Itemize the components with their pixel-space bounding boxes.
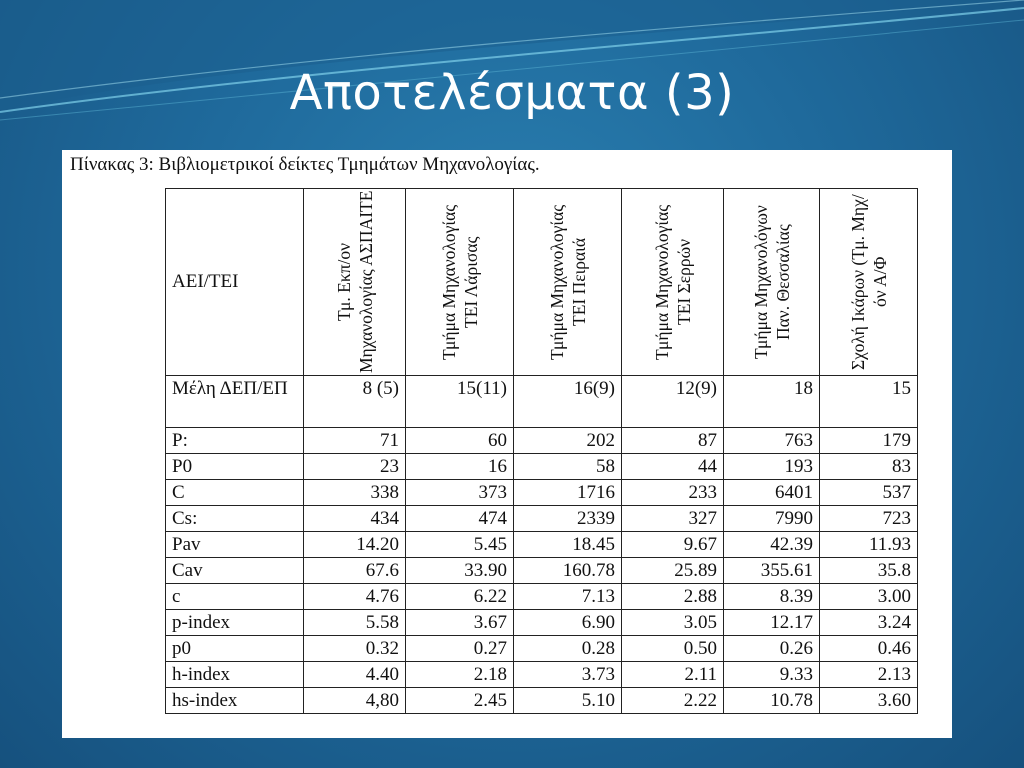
table-row xyxy=(166,454,918,480)
table-row xyxy=(166,506,918,532)
column-header: Σχολή Ικάρων (Τμ. Μηχ/όν Α/Φ xyxy=(820,189,918,376)
table-row xyxy=(166,662,918,688)
table-cell: 0.46 xyxy=(820,636,918,662)
table-cell: 18 xyxy=(724,376,820,428)
table-cell: 0.28 xyxy=(514,636,622,662)
row-label: p-index xyxy=(166,610,304,636)
table-cell: 3.24 xyxy=(820,610,918,636)
table-cell: 6.90 xyxy=(514,610,622,636)
table-cell: 0.50 xyxy=(622,636,724,662)
table-row xyxy=(166,480,918,506)
table-cell: 2339 xyxy=(514,506,622,532)
table-caption: Πίνακας 3: Βιβλιομετρικοί δείκτες Τμημάτων Μηχανολογίας. xyxy=(70,154,540,175)
table-cell: 14.20 xyxy=(304,532,406,558)
table-row xyxy=(166,610,918,636)
row-label: hs-index xyxy=(166,688,304,714)
table-cell: 2.13 xyxy=(820,662,918,688)
table-cell: 12.17 xyxy=(724,610,820,636)
table-row xyxy=(166,428,918,454)
table-cell: 67.6 xyxy=(304,558,406,584)
table-header-row xyxy=(166,189,918,376)
column-header: Τμήμα Μηχανολογίας ΤΕΙ Πειραιά xyxy=(514,189,622,376)
table-cell: 25.89 xyxy=(622,558,724,584)
table-cell: 3.73 xyxy=(514,662,622,688)
row-label: C xyxy=(166,480,304,506)
table-cell: 42.39 xyxy=(724,532,820,558)
row-label: Cav xyxy=(166,558,304,584)
table-cell: 434 xyxy=(304,506,406,532)
table-cell: 474 xyxy=(406,506,514,532)
table-cell: 16 xyxy=(406,454,514,480)
table-row xyxy=(166,688,918,714)
table-cell: 10.78 xyxy=(724,688,820,714)
table-cell: 11.93 xyxy=(820,532,918,558)
table-cell: 3.00 xyxy=(820,584,918,610)
table-cell: 2.88 xyxy=(622,584,724,610)
table-cell: 71 xyxy=(304,428,406,454)
table-row xyxy=(166,532,918,558)
table-cell: 4.76 xyxy=(304,584,406,610)
table-cell: 3.67 xyxy=(406,610,514,636)
table-cell: 8.39 xyxy=(724,584,820,610)
table-cell: 1716 xyxy=(514,480,622,506)
table-cell: 2.22 xyxy=(622,688,724,714)
table-cell: 233 xyxy=(622,480,724,506)
column-header: Τμήμα Μηχανολογίας ΤΕΙ Σερρών xyxy=(622,189,724,376)
row-label: Cs: xyxy=(166,506,304,532)
row-label: Pav xyxy=(166,532,304,558)
table-cell: 18.45 xyxy=(514,532,622,558)
table-cell: 5.10 xyxy=(514,688,622,714)
table-cell: 7.13 xyxy=(514,584,622,610)
table-cell: 15 xyxy=(820,376,918,428)
row-label: P: xyxy=(166,428,304,454)
table-cell: 7990 xyxy=(724,506,820,532)
table-cell: 16(9) xyxy=(514,376,622,428)
table-row xyxy=(166,584,918,610)
table-cell: 202 xyxy=(514,428,622,454)
table-cell: 5.58 xyxy=(304,610,406,636)
table-cell: 723 xyxy=(820,506,918,532)
table-cell: 58 xyxy=(514,454,622,480)
table-cell: 4,80 xyxy=(304,688,406,714)
table-cell: 327 xyxy=(622,506,724,532)
table-cell: 8 (5) xyxy=(304,376,406,428)
slide-title: Αποτελέσματα (3) xyxy=(289,65,735,121)
table-cell: 4.40 xyxy=(304,662,406,688)
column-header: Τμήμα Μηχανολογίας ΤΕΙ Λάρισας xyxy=(406,189,514,376)
column-header: Τμήμα Μηχανολόγων Παν. Θεσσαλίας xyxy=(724,189,820,376)
bibliometric-table xyxy=(165,188,918,714)
table-cell: 160.78 xyxy=(514,558,622,584)
table-cell: 5.45 xyxy=(406,532,514,558)
table-cell: 338 xyxy=(304,480,406,506)
table-cell: 0.26 xyxy=(724,636,820,662)
table-row xyxy=(166,376,918,428)
table-cell: 6.22 xyxy=(406,584,514,610)
table-row xyxy=(166,558,918,584)
table-cell: 44 xyxy=(622,454,724,480)
table-cell: 15(11) xyxy=(406,376,514,428)
table-cell: 763 xyxy=(724,428,820,454)
table-row xyxy=(166,636,918,662)
corner-header: ΑΕΙ/ΤΕΙ xyxy=(166,189,304,376)
table-cell: 87 xyxy=(622,428,724,454)
row-label: c xyxy=(166,584,304,610)
table-cell: 537 xyxy=(820,480,918,506)
table-cell: 193 xyxy=(724,454,820,480)
table-cell: 179 xyxy=(820,428,918,454)
table-cell: 373 xyxy=(406,480,514,506)
table-cell: 60 xyxy=(406,428,514,454)
table-cell: 23 xyxy=(304,454,406,480)
table-cell: 2.45 xyxy=(406,688,514,714)
column-header: Τμ. Εκπ/ον Μηχανολογίας ΑΣΠΑΙΤΕ xyxy=(304,189,406,376)
table-cell: 33.90 xyxy=(406,558,514,584)
table-figure xyxy=(62,150,952,738)
table-cell: 2.11 xyxy=(622,662,724,688)
row-label: Μέλη ΔΕΠ/ΕΠ xyxy=(166,376,304,428)
row-label: h-index xyxy=(166,662,304,688)
table-cell: 2.18 xyxy=(406,662,514,688)
table-cell: 9.33 xyxy=(724,662,820,688)
table-cell: 3.60 xyxy=(820,688,918,714)
table-cell: 9.67 xyxy=(622,532,724,558)
table-cell: 35.8 xyxy=(820,558,918,584)
row-label: p0 xyxy=(166,636,304,662)
table-cell: 6401 xyxy=(724,480,820,506)
row-label: P0 xyxy=(166,454,304,480)
table-cell: 12(9) xyxy=(622,376,724,428)
table-cell: 3.05 xyxy=(622,610,724,636)
table-cell: 355.61 xyxy=(724,558,820,584)
table-cell: 0.32 xyxy=(304,636,406,662)
table-cell: 0.27 xyxy=(406,636,514,662)
table-cell: 83 xyxy=(820,454,918,480)
